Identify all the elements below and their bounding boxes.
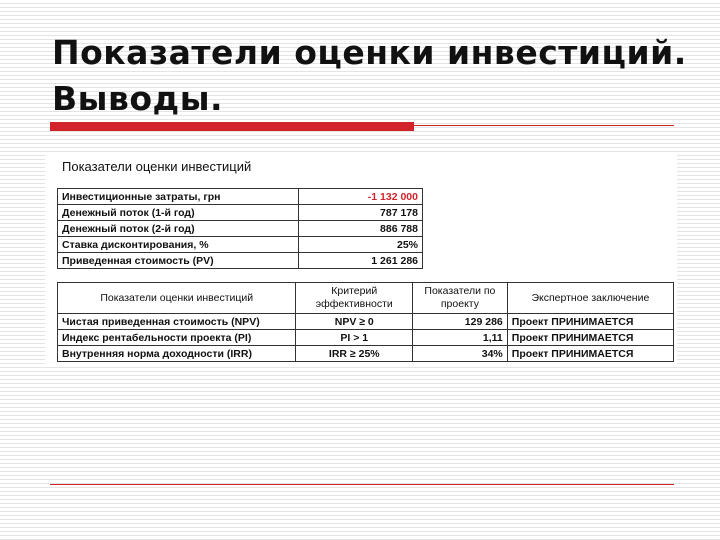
table-header-row	[58, 283, 674, 314]
table-row	[58, 346, 674, 362]
criterion-cell: NPV ≥ 0	[296, 314, 413, 330]
title-underline	[50, 122, 674, 132]
slide-title	[52, 30, 692, 122]
input-label: Приведенная стоимость (PV)	[58, 253, 299, 269]
table-row	[58, 253, 423, 269]
table-row	[58, 330, 674, 346]
table-row	[58, 314, 674, 330]
indicator-cell: Индекс рентабельности проекта (PI)	[58, 330, 296, 346]
input-label: Ставка дисконтирования, %	[58, 237, 299, 253]
indicator-cell: Чистая приведенная стоимость (NPV)	[58, 314, 296, 330]
conclusion-cell: Проект ПРИНИМАЕТСЯ	[507, 314, 673, 330]
input-value: 25%	[299, 237, 423, 253]
panel-heading: Показатели оценки инвестиций	[62, 159, 252, 174]
slide-title-line-1: Показатели оценки инвестиций.	[52, 33, 687, 72]
table-row	[58, 221, 423, 237]
title-underline-thick	[50, 122, 414, 131]
conclusion-cell: Проект ПРИНИМАЕТСЯ	[507, 346, 673, 362]
conclusion-cell: Проект ПРИНИМАЕТСЯ	[507, 330, 673, 346]
header-project-value: Показатели по проекту	[413, 283, 508, 314]
input-value: 787 178	[299, 205, 423, 221]
header-indicator: Показатели оценки инвестиций	[58, 283, 296, 314]
input-label: Денежный поток (2-й год)	[58, 221, 299, 237]
results-table	[57, 282, 674, 362]
criterion-cell: IRR ≥ 25%	[296, 346, 413, 362]
header-criterion: Критерий эффективности	[296, 283, 413, 314]
input-value: 886 788	[299, 221, 423, 237]
table-row	[58, 205, 423, 221]
slide-title-line-2: Выводы.	[52, 79, 224, 118]
table-row	[58, 189, 423, 205]
project-value-cell: 1,11	[413, 330, 508, 346]
input-value: 1 261 286	[299, 253, 423, 269]
project-value-cell: 34%	[413, 346, 508, 362]
investment-indicators-panel	[45, 153, 677, 367]
title-underline-thin	[414, 125, 674, 126]
criterion-cell: PI > 1	[296, 330, 413, 346]
input-label: Денежный поток (1-й год)	[58, 205, 299, 221]
header-conclusion: Экспертное заключение	[507, 283, 673, 314]
table-row	[58, 237, 423, 253]
input-value: -1 132 000	[299, 189, 423, 205]
footer-rule	[50, 484, 674, 485]
project-value-cell: 129 286	[413, 314, 508, 330]
indicator-cell: Внутренняя норма доходности (IRR)	[58, 346, 296, 362]
input-label: Инвестиционные затраты, грн	[58, 189, 299, 205]
inputs-table	[57, 188, 423, 269]
